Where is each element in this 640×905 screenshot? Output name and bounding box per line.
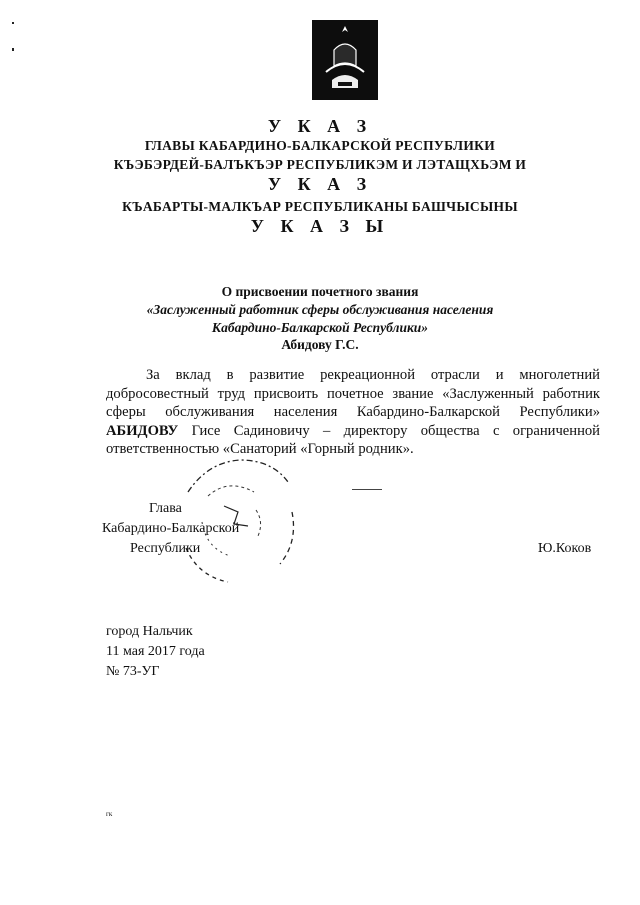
coat-of-arms-emblem bbox=[312, 20, 378, 100]
decree-body bbox=[106, 366, 600, 459]
bottom-mark: гк bbox=[106, 810, 113, 818]
scan-speck bbox=[12, 48, 14, 51]
signatory-position-2: Кабардино-Балкарской bbox=[102, 521, 240, 536]
recipient-surname: АБИДОВУ bbox=[106, 422, 179, 439]
signature-stroke bbox=[352, 489, 382, 490]
decree-paragraph bbox=[106, 366, 600, 459]
ukaz-heading-balkar: У К А З Ы bbox=[250, 216, 390, 236]
decree-title-honorary-name: «Заслуженный работник сферы обслуживания населения bbox=[146, 302, 494, 317]
decree-title-recipient: Абидову Г.С. bbox=[281, 337, 359, 352]
signatory-name: Ю.Коков bbox=[538, 541, 592, 556]
decree-footer bbox=[106, 622, 205, 682]
issue-date: 11 мая 2017 года bbox=[106, 644, 205, 659]
issue-city: город Нальчик bbox=[106, 624, 193, 639]
header-line-kabardian: КЪЭБЭРДЕЙ-БАЛЪКЪЭР РЕСПУБЛИКЭМ И ЛЭТАЩХЬЭМ И bbox=[113, 157, 527, 172]
header-line-balkar: КЪАБАРТЫ-МАЛКЪАР РЕСПУБЛИКАНЫ БАШЧЫСЫНЫ bbox=[122, 199, 518, 214]
decree-title-line: О присвоении почетного звания bbox=[221, 284, 419, 299]
decree-text-before: За вклад в развитие рекреационной отрасли и многолетний добросовестный труд присвоить почетное звание «Заслуженный работник сферы обслуживания населения Кабардино-Балкарской Республики» bbox=[106, 367, 600, 421]
signatory-position-3: Республики bbox=[130, 541, 201, 556]
decree-number: № 73-УГ bbox=[106, 664, 160, 679]
scan-speck bbox=[12, 22, 14, 24]
decree-text-after: Гисе Садиновичу – директору общества с ограниченной ответственностью «Санаторий «Горный родник». bbox=[106, 422, 600, 458]
decree-title-republic: Кабардино-Балкарской Республики» bbox=[211, 320, 429, 335]
header-line-russian: ГЛАВЫ КАБАРДИНО-БАЛКАРСКОЙ РЕСПУБЛИКИ bbox=[144, 138, 496, 153]
ukaz-heading-kabardian: У К А З bbox=[267, 174, 373, 194]
signatory-position-1: Глава bbox=[149, 501, 182, 516]
ukaz-heading-russian: У К А З bbox=[267, 116, 373, 136]
